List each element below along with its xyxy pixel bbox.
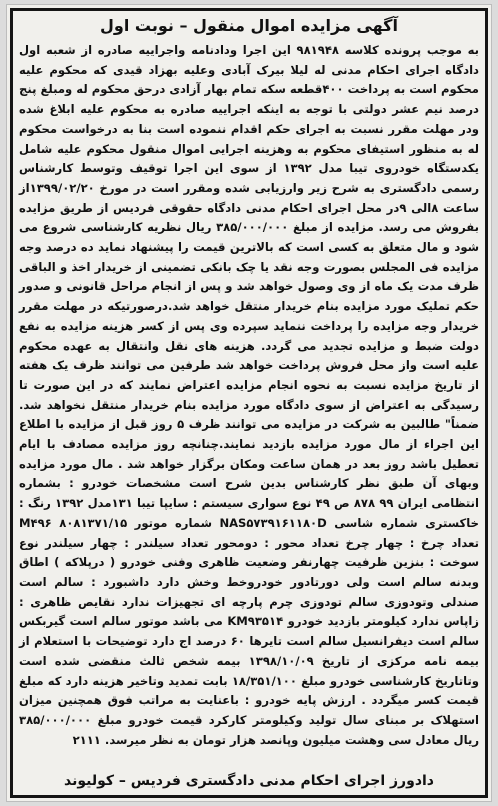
newspaper-clipping xyxy=(6,4,492,802)
notice-signature: دادورز اجرای احکام مدنی دادگستری فردیس – کولیوند xyxy=(64,773,434,789)
notice-paragraph: به موجب پرونده کلاسه ۹۸۱۹۴۸ این اجرا ودادنامه واجراییه صادره از شعبه اول دادگاه اجرای احکام مدنی له لیلا بیرک آبادی وعلیه بهزاد قیدی که محکوم علیه محکوم است به پرداخت ۴۰۰قطعه سکه تمام بهار آزادی درحق محکوم له ومبلغ پنج درصد نیم عشر دولتی با توجه به اینکه اجراییه صادره به محکوم علیه ابلاغ شده ودر مهلت مقرر نسبت به اجرای حکم اقدام ننموده است بنا به درخواست محکوم له به منظور استیفای محکوم به وهزینه اجرایی اموال منقول محکوم علیه شامل یکدستگاه خودروی تیبا مدل ۱۳۹۲ از سوی این اجرا توقیف وتوسط کارشناس رسمی دادگستری به شرح زیر وارزیابی شده ومقرر است در مورخ ۱۳۹۹/۰۲/۲۰از ساعت ۸الی ۹در محل اجرای احکام مدنی دادگاه حقوقی فردیس از طریق مزایده بفروش می رسد. مزایده از مبلغ ۳۸۵/۰۰۰/۰۰۰ ریال نظریه کارشناسی شروع می شود و مال متعلق به کسی است که بالاترین قیمت را پیشنهاد نماید ده درصد وجه مزایده فی المجلس بصورت وجه نقد یا چک بانکی تضمینی از خریدار اخذ و الباقی ظرف مدت یک ماه از وی وصول خواهد شد و پس از انجام مراحل قانونی و صدور حکم تملیک مورد مزایده بنام خریدار منتقل خواهد شد.درصورتیکه در مهلت مقرر خریدار وجه مزایده را پرداخت ننماید سپرده وی پس از کسر هزینه مزایده به نفع دولت ضبط و مزایده تجدید می گردد. هزینه های نقل وانتقال به عهده محکوم علیه است واز محل فروش پرداخت خواهد شد طرفین می توانند ظرف یک هفته از تاریخ مزایده نسبت به نحوه انجام مزایده اعتراض نمایند که در این صورت تا رسیدگی به اعتراض از سوی دادگاه مورد مزایده بنام خریدار منتقل نخواهد شد. ضمناً" طالبین به شرکت در مزایده می توانند ظرف ۵ روز قبل از مزایده با اطلاع این اجراء از مال مورد مزایده بازدید نمایند.چنانچه روز مزایده مصادف با ایام تعطیل باشد روز بعد در همان ساعت ومکان برگزار خواهد شد . مال مورد مزایده وبهای آن طبق نظر کارشناس بدین شرح است مشخصات خودرو : بشماره انتظامی ایران ۹۹ ۸۷۸ ص ۴۹ نوع سواری سیستم : سایپا تیبا ۱۳۱مدل ۱۳۹۲ رنگ : خاکستری شماره شاسی NAS۵۷۳۹۱۶۱۱۸۰D شماره موتور ۸۰۸۱۳۷۱/۱۵ M۴۹۶ تعداد چرخ : چهار چرخ تعداد محور : دومحور تعداد سیلندر : چهار سیلندر نوع سوخت : بنزین ظرفیت چهارنفر وضعیت ظاهری وفنی خودرو ( درپلاکه ) اطاق وبدنه سالم است ولی دورتادور خودروخط وخش دارد داشبورد : سالم است صندلی وتودوزی سالم تودوزی چرم پارچه ای تجهیزات ندارد نقایص ظاهری : زاپاس ندارد کیلومتر بازدید خودرو KM۹۳۵۱۴ می باشد موتور سالم است گیربکس سالم است دیفرانسیل سالم است تایرها ۶۰ درصد اج دارد توضیحات با استعلام از بیمه نامه مرکزی از تاریخ ۱۳۹۸/۱۰/۰۹ بیمه شخص ثالث منقضی شده است وتاتاریخ کارشناسی خودرو مبلغ ۱۸/۳۵۱/۱۰۰ بابت تمدید وتاخیر هزینه دارد که مبلغ قیمت کسر میگردد . ارزش پایه خودرو : باعنایت به مراتب فوق همچنین میزان استهلاک بر مبنای سال تولید وکیلومتر کارکرد قیمت خودرو مبلغ ۳۸۵/۰۰۰/۰۰۰ ریال معادل سی وهشت میلیون وپانصد هزار تومان به نظر میرسد. ۲۱۱۱ xyxy=(19,43,480,747)
notice-frame xyxy=(10,8,488,798)
notice-body xyxy=(19,41,479,750)
notice-title: آگهی مزایده اموال منقول – نوبت اول xyxy=(100,16,398,35)
